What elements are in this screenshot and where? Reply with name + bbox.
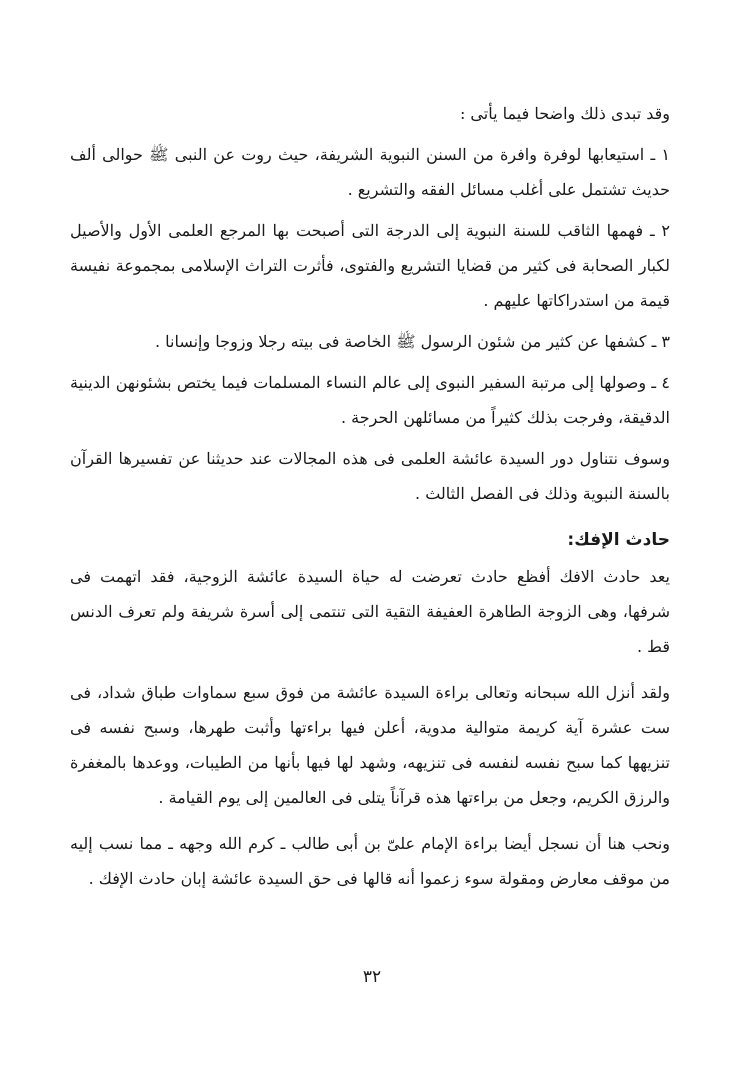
closing-paragraph: وسوف نتناول دور السيدة عائشة العلمى فى هذه المجالات عند حديثنا عن تفسيرها القرآن بالسنة النبوية وذلك فى الفصل الثالث . bbox=[70, 449, 670, 503]
section-paragraph-2: ولقد أنزل الله سبحانه وتعالى براءة السيدة عائشة من فوق سبع سماوات طباق شداد، فى ست عشرة آية كريمة متوالية مدوية، أعلن فيها براءتها وأثبت طهرها، وسبح نفسه فى تنزيهها كما سبح نفسه لنفسه فى تنزيهه، وشهد لها فيها بأنها من الطيبات، ووعدها بالمغفرة والرزق الكريم، وجعل من براءتها هذه قرآناً يتلى فى العالمين إلى يوم القيامة . bbox=[70, 683, 670, 807]
section-paragraph-3: ونحب هنا أن نسجل أيضا براءة الإمام علىّ بن أبى طالب ـ كرم الله وجهه ـ مما نسب إليه من موقف معارض ومقولة سوء زعموا أنه قالها فى حق السيدة عائشة إبان حادث الإفك . bbox=[70, 834, 670, 888]
list-item-3: ٣ ـ كشفها عن كثير من شئون الرسول ﷺ الخاصة فى بيته رجلا وزوجا وإنسانا . bbox=[154, 332, 670, 351]
list-item-2: ٢ ـ فهمها الثاقب للسنة النبوية إلى الدرجة التى أصبحت بها المرجع العلمى الأول والأصيل لكبار الصحابة فى كثير من قضايا التشريع والفتوى، فأثرت التراث الإسلامى بمجموعة نفيسة قيمة من استدراكاتها عليهم . bbox=[70, 221, 670, 310]
list-item-1: ١ ـ استيعابها لوفرة وافرة من السنن النبوية الشريفة، حيث روت عن النبى ﷺ حوالى ألف حديث تشتمل على أغلب مسائل الفقه والتشريع . bbox=[70, 145, 671, 199]
page-number: ٣٢ bbox=[362, 967, 382, 987]
intro-line: وقد تبدى ذلك واضحا فيما يأتى : bbox=[459, 104, 670, 123]
section-heading: حادث الإفك: bbox=[567, 530, 670, 550]
page-body bbox=[70, 96, 670, 896]
list-item-4: ٤ ـ وصولها إلى مرتبة السفير النبوى إلى عالم النساء المسلمات فيما يختص بشئونهن الدينية الدقيقة، وفرجت بذلك كثيراً من مسائلهن الحرجة . bbox=[70, 373, 670, 427]
section-paragraph-1: يعد حادث الافك أفظع حادث تعرضت له حياة السيدة عائشة الزوجية، فقد اتهمت فى شرفها، وهى الزوجة الطاهرة العفيفة التقية التى تنتمى إلى أسرة شريفة ولم تعرف الدنس قط . bbox=[70, 567, 670, 656]
